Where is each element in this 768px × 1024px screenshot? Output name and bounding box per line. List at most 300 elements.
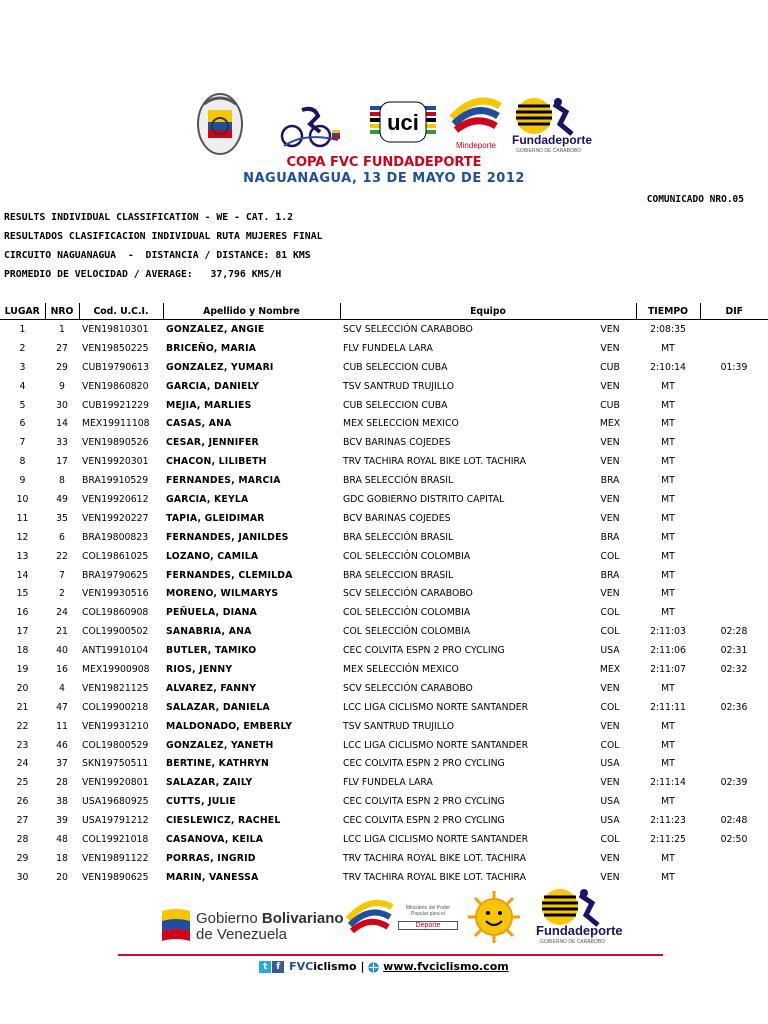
header-team: Equipo xyxy=(340,303,636,320)
cell-time: MT xyxy=(661,512,675,524)
cell-lugar: 12 xyxy=(16,531,29,543)
cell-nro: 35 xyxy=(56,512,68,524)
cell-lugar: 9 xyxy=(19,475,26,487)
cell-team: CEC COLVITA ESPN 2 PRO CYCLING xyxy=(343,796,505,808)
header-lugar: LUGAR xyxy=(0,303,45,320)
cell-uci-code: VEN19850225 xyxy=(82,342,149,354)
table-row xyxy=(0,452,768,471)
cell-country: VEN xyxy=(600,512,620,524)
footer-logos xyxy=(160,885,630,950)
cell-country: VEN xyxy=(600,588,620,600)
cell-uci-code: CUB19790613 xyxy=(82,361,149,373)
cell-lugar: 13 xyxy=(16,550,29,562)
cell-name: GONZALEZ, ANGIE xyxy=(166,323,265,335)
cell-team: FLV FUNDELA LARA xyxy=(343,777,433,789)
cell-uci-code: VEN19890625 xyxy=(82,871,149,883)
table-row xyxy=(0,773,768,792)
table-header-row xyxy=(0,303,768,320)
cell-lugar: 3 xyxy=(19,361,26,373)
event-title: COPA FVC FUNDADEPORTE xyxy=(286,155,482,170)
cell-uci-code: VEN19860820 xyxy=(82,380,149,392)
table-row xyxy=(0,358,768,377)
cell-lugar: 20 xyxy=(16,682,29,694)
info-line: RESULTS INDIVIDUAL CLASSIFICATION - WE - CAT. 1.2 xyxy=(4,212,294,223)
cell-dif xyxy=(700,547,768,566)
cell-country: BRA xyxy=(600,569,620,581)
table-row xyxy=(0,320,768,339)
mindeporte-footer-logo xyxy=(344,893,396,949)
cell-uci-code: MEX19911108 xyxy=(82,418,150,430)
header-nro: NRO xyxy=(45,303,79,320)
cell-name: MEJIA, MARLIES xyxy=(166,399,252,411)
cell-name: CUTTS, JULIE xyxy=(166,796,236,808)
header-dif: DIF xyxy=(700,303,768,320)
cell-nro: 7 xyxy=(59,569,65,581)
cell-lugar: 7 xyxy=(19,437,26,449)
cell-name: ALVAREZ, FANNY xyxy=(166,682,257,694)
cell-team: CEC COLVITA ESPN 2 PRO CYCLING xyxy=(343,645,505,657)
cell-country: CUB xyxy=(600,361,620,373)
cell-team: TRV TACHIRA ROYAL BIKE LOT. TACHIRA xyxy=(343,456,526,468)
cell-lugar: 18 xyxy=(16,645,29,657)
fvc-shield-logo xyxy=(196,90,244,156)
cell-lugar: 25 xyxy=(16,777,29,789)
cell-nro: 24 xyxy=(56,607,68,619)
cell-time: MT xyxy=(661,380,675,392)
cell-team: MEX SELECCION MEXICO xyxy=(343,418,459,430)
svg-text:GOBIERNO DE CARABOBO: GOBIERNO DE CARABOBO xyxy=(540,939,606,945)
cell-team: MEX SELECCIÓN MEXICO xyxy=(343,663,459,675)
svg-text:Mindeporte: Mindeporte xyxy=(455,141,497,150)
table-row xyxy=(0,660,768,679)
cell-uci-code: VEN19920801 xyxy=(82,777,149,789)
cell-time: MT xyxy=(661,569,675,581)
cell-uci-code: CUB19921229 xyxy=(82,399,149,411)
cell-country: VEN xyxy=(600,456,620,468)
cell-country: VEN xyxy=(600,777,620,789)
header-name: Apellido y Nombre xyxy=(163,303,340,320)
cell-country: COL xyxy=(600,626,620,638)
table-row xyxy=(0,811,768,830)
svg-text:Fundadeporte: Fundadeporte xyxy=(512,133,592,147)
cell-nro: 4 xyxy=(59,682,65,694)
cell-country: VEN xyxy=(600,323,620,335)
cell-country: CUB xyxy=(600,399,620,411)
cell-lugar: 1 xyxy=(19,323,26,335)
cell-uci-code: USA19680925 xyxy=(82,796,149,808)
cell-name: MALDONADO, EMBERLY xyxy=(166,720,293,732)
table-row xyxy=(0,679,768,698)
cell-team: CUB SELECCION CUBA xyxy=(343,361,448,373)
cell-nro: 2 xyxy=(59,588,65,600)
cell-dif xyxy=(700,509,768,528)
cell-team: COL SELECCIÓN COLOMBIA xyxy=(343,550,471,562)
table-row xyxy=(0,792,768,811)
facebook-icon[interactable]: f xyxy=(272,961,284,973)
cell-country: VEN xyxy=(600,342,620,354)
cell-dif: 02:36 xyxy=(720,701,748,713)
cell-team: TRV TACHIRA ROYAL BIKE LOT. TACHIRA xyxy=(343,871,526,883)
cell-country: COL xyxy=(600,607,620,619)
cell-time: MT xyxy=(661,456,675,468)
table-row xyxy=(0,566,768,585)
cell-country: VEN xyxy=(600,720,620,732)
cell-time: MT xyxy=(661,531,675,543)
table-row xyxy=(0,717,768,736)
header-time: TIEMPO xyxy=(636,303,700,320)
cell-lugar: 15 xyxy=(16,588,29,600)
cell-dif xyxy=(700,792,768,811)
cell-team: LCC LIGA CICLISMO NORTE SANTANDER xyxy=(343,833,529,845)
cell-nro: 30 xyxy=(56,399,68,411)
cell-dif: 02:50 xyxy=(720,833,748,845)
cell-lugar: 21 xyxy=(16,701,29,713)
table-row xyxy=(0,622,768,641)
cell-name: GONZALEZ, YANETH xyxy=(166,739,274,751)
results-table xyxy=(0,303,768,887)
cell-nro: 6 xyxy=(59,531,65,543)
cell-dif xyxy=(700,736,768,755)
cell-team: BRA SELECCIÓN BRASIL xyxy=(343,531,454,543)
cell-dif: 02:48 xyxy=(720,815,748,827)
cell-country: USA xyxy=(600,815,620,827)
cell-dif xyxy=(700,396,768,415)
table-row xyxy=(0,584,768,603)
cell-lugar: 4 xyxy=(19,380,26,392)
table-row xyxy=(0,509,768,528)
sun-mascot-logo xyxy=(466,889,522,945)
table-row xyxy=(0,754,768,773)
cell-country: USA xyxy=(600,758,620,770)
cell-name: PEÑUELA, DIANA xyxy=(166,607,258,619)
cell-uci-code: BRA19910529 xyxy=(82,475,149,487)
cell-lugar: 27 xyxy=(16,815,29,827)
cell-nro: 33 xyxy=(56,437,68,449)
header-logos xyxy=(196,88,616,158)
cell-dif xyxy=(700,471,768,490)
cell-name: LOZANO, CAMILA xyxy=(166,550,259,562)
cell-uci-code: COL19900502 xyxy=(82,626,149,638)
cell-dif: 02:32 xyxy=(720,663,748,675)
cell-nro: 8 xyxy=(59,475,65,487)
cell-dif xyxy=(700,717,768,736)
cell-nro: 22 xyxy=(56,550,68,562)
cell-country: USA xyxy=(600,645,620,657)
cell-lugar: 6 xyxy=(19,418,26,430)
cell-name: BUTLER, TAMIKO xyxy=(166,645,257,657)
cell-time: MT xyxy=(661,796,675,808)
cell-country: BRA xyxy=(600,475,620,487)
header-uci-code: Cod. U.C.I. xyxy=(79,303,163,320)
cell-uci-code: COL19861025 xyxy=(82,550,149,562)
cell-lugar: 29 xyxy=(16,852,29,864)
cell-time: 2:08:35 xyxy=(650,323,686,335)
cell-lugar: 22 xyxy=(16,720,29,732)
cell-time: MT xyxy=(661,399,675,411)
svg-text:Fundadeporte: Fundadeporte xyxy=(536,923,623,938)
cell-lugar: 10 xyxy=(16,493,29,505)
cell-uci-code: ANT19910104 xyxy=(82,645,149,657)
cell-team: FLV FUNDELA LARA xyxy=(343,342,433,354)
cell-team: COL SELECCIÓN COLOMBIA xyxy=(343,607,471,619)
cell-country: VEN xyxy=(600,852,620,864)
cell-team: BRA SELECCIÓN BRASIL xyxy=(343,475,454,487)
cell-dif: 02:31 xyxy=(720,645,748,657)
cell-name: SALAZAR, DANIELA xyxy=(166,701,270,713)
cell-name: CASAS, ANA xyxy=(166,418,232,430)
cell-name: FERNANDES, MARCIA xyxy=(166,475,281,487)
cell-dif xyxy=(700,452,768,471)
cell-country: VEN xyxy=(600,437,620,449)
cell-time: MT xyxy=(661,475,675,487)
cell-team: CEC COLVITA ESPN 2 PRO CYCLING xyxy=(343,815,505,827)
cell-country: USA xyxy=(600,796,620,808)
website-link[interactable]: www.fvciclismo.com xyxy=(383,960,509,973)
cell-uci-code: BRA19800823 xyxy=(82,531,149,543)
cell-uci-code: MEX19900908 xyxy=(82,663,150,675)
cell-dif xyxy=(700,868,768,887)
table-row xyxy=(0,736,768,755)
event-location-date: NAGUANAGUA, 13 DE MAYO DE 2012 xyxy=(243,171,525,186)
cell-team: GDC GOBIERNO DISTRITO CAPITAL xyxy=(343,493,505,505)
table-row xyxy=(0,528,768,547)
cell-country: VEN xyxy=(600,493,620,505)
cell-name: SALAZAR, ZAILY xyxy=(166,777,253,789)
table-row xyxy=(0,849,768,868)
cell-nro: 21 xyxy=(56,626,68,638)
table-row xyxy=(0,377,768,396)
cell-name: GARCIA, DANIELY xyxy=(166,380,260,392)
cell-nro: 9 xyxy=(59,380,65,392)
svg-text:GOBIERNO DE CARABOBO: GOBIERNO DE CARABOBO xyxy=(516,148,582,154)
cell-dif xyxy=(700,433,768,452)
cell-nro: 17 xyxy=(56,456,68,468)
venezuela-flag-icon xyxy=(160,907,192,941)
cell-nro: 1 xyxy=(59,323,65,335)
cell-time: 2:11:23 xyxy=(650,815,686,827)
cell-dif xyxy=(700,528,768,547)
cell-dif: 02:39 xyxy=(720,777,748,789)
table-row xyxy=(0,830,768,849)
cell-name: PORRAS, INGRID xyxy=(166,852,256,864)
cell-time: 2:11:11 xyxy=(650,701,686,713)
cell-time: 2:11:14 xyxy=(650,777,686,789)
info-line: RESULTADOS CLASIFICACION INDIVIDUAL RUTA MUJERES FINAL xyxy=(4,231,323,242)
cell-time: MT xyxy=(661,739,675,751)
cell-team: SCV SELECCIÓN CARABOBO xyxy=(343,323,473,335)
cell-dif xyxy=(700,339,768,358)
cell-team: SCV SELECCIÓN CARABOBO xyxy=(343,588,473,600)
cell-time: 2:10:14 xyxy=(650,361,686,373)
cell-lugar: 17 xyxy=(16,626,29,638)
globe-icon xyxy=(368,962,379,973)
cell-uci-code: BRA19790625 xyxy=(82,569,149,581)
cell-uci-code: VEN19920301 xyxy=(82,456,149,468)
cell-name: CASANOVA, KEILA xyxy=(166,833,264,845)
cell-uci-code: VEN19890526 xyxy=(82,437,149,449)
cell-nro: 40 xyxy=(56,645,68,657)
cell-team: LCC LIGA CICLISMO NORTE SANTANDER xyxy=(343,739,529,751)
cell-uci-code: VEN19920227 xyxy=(82,512,149,524)
cell-uci-code: COL19800529 xyxy=(82,739,149,751)
cell-dif xyxy=(700,849,768,868)
cell-time: MT xyxy=(661,720,675,732)
cell-country: VEN xyxy=(600,871,620,883)
cell-nro: 39 xyxy=(56,815,68,827)
table-body xyxy=(0,320,768,887)
cell-country: VEN xyxy=(600,682,620,694)
cell-dif xyxy=(700,490,768,509)
cell-dif xyxy=(700,754,768,773)
cell-nro: 14 xyxy=(56,418,68,430)
cell-time: 2:11:25 xyxy=(650,833,686,845)
cell-lugar: 26 xyxy=(16,796,29,808)
cell-time: MT xyxy=(661,871,675,883)
cell-nro: 46 xyxy=(56,739,68,751)
cell-dif xyxy=(700,679,768,698)
cell-time: MT xyxy=(661,493,675,505)
cell-country: BRA xyxy=(600,531,620,543)
cell-nro: 27 xyxy=(56,342,68,354)
table-row xyxy=(0,414,768,433)
cell-time: MT xyxy=(661,758,675,770)
cell-uci-code: COL19860908 xyxy=(82,607,149,619)
cell-lugar: 19 xyxy=(16,663,29,675)
cell-time: MT xyxy=(661,588,675,600)
cell-uci-code: VEN19931210 xyxy=(82,720,149,732)
cell-team: CEC COLVITA ESPN 2 PRO CYCLING xyxy=(343,758,505,770)
cell-team: TSV SANTRUD TRUJILLO xyxy=(343,380,455,392)
cell-dif xyxy=(700,584,768,603)
cell-time: 2:11:06 xyxy=(650,645,686,657)
cell-dif: 02:28 xyxy=(720,626,748,638)
cell-nro: 47 xyxy=(56,701,68,713)
cyclist-logo xyxy=(274,102,344,150)
cell-dif xyxy=(700,414,768,433)
cell-dif xyxy=(700,566,768,585)
cell-name: BRICEÑO, MARIA xyxy=(166,342,257,354)
cell-time: MT xyxy=(661,852,675,864)
cell-time: 2:11:07 xyxy=(650,663,686,675)
cell-team: SCV SELECCIÓN CARABOBO xyxy=(343,682,473,694)
cell-team: COL SELECCIÓN COLOMBIA xyxy=(343,626,471,638)
cell-uci-code: VEN19930516 xyxy=(82,588,149,600)
cell-nro: 18 xyxy=(56,852,68,864)
comunicado-number: COMUNICADO NRO.05 xyxy=(646,194,744,205)
cell-name: GONZALEZ, YUMARI xyxy=(166,361,274,373)
cell-name: FERNANDES, JANILDES xyxy=(166,531,289,543)
twitter-icon[interactable]: t xyxy=(259,961,271,973)
cell-country: COL xyxy=(600,701,620,713)
cell-lugar: 14 xyxy=(16,569,29,581)
cell-lugar: 30 xyxy=(16,871,29,883)
cell-name: TAPIA, GLEIDIMAR xyxy=(166,512,265,524)
cell-nro: 37 xyxy=(56,758,68,770)
cell-lugar: 11 xyxy=(16,512,29,524)
cell-nro: 20 xyxy=(56,871,68,883)
table-row xyxy=(0,396,768,415)
table-row xyxy=(0,641,768,660)
uci-logo xyxy=(366,100,440,148)
footer-links xyxy=(0,960,768,973)
cell-country: MEX xyxy=(599,418,621,430)
cell-time: MT xyxy=(661,437,675,449)
cell-team: BCV BARINAS COJEDES xyxy=(343,437,451,449)
ministerio-deporte-logo: Ministerio del Poder Popular para el Deporte xyxy=(398,905,458,930)
table-row xyxy=(0,433,768,452)
cell-lugar: 24 xyxy=(16,758,29,770)
fvciclismo-handle[interactable]: FVCiclismo xyxy=(289,960,357,973)
cell-time: MT xyxy=(661,418,675,430)
cell-lugar: 23 xyxy=(16,739,29,751)
table-row xyxy=(0,698,768,717)
cell-name: MORENO, WILMARYS xyxy=(166,588,279,600)
cell-name: CESAR, JENNIFER xyxy=(166,437,259,449)
table-row xyxy=(0,603,768,622)
cell-lugar: 5 xyxy=(19,399,26,411)
cell-dif xyxy=(700,603,768,622)
cell-time: MT xyxy=(661,607,675,619)
table-row xyxy=(0,339,768,358)
cell-nro: 38 xyxy=(56,796,68,808)
gobierno-bolivariano-logo: Gobierno Bolivariano de Venezuela xyxy=(196,910,344,943)
table-row xyxy=(0,547,768,566)
footer-divider xyxy=(118,954,663,956)
cell-country: COL xyxy=(600,550,620,562)
fundadeporte-footer-logo xyxy=(532,885,630,947)
cell-lugar: 8 xyxy=(19,456,26,468)
cell-nro: 49 xyxy=(56,493,68,505)
cell-name: BERTINE, KATHRYN xyxy=(166,758,270,770)
cell-team: TRV TACHIRA ROYAL BIKE LOT. TACHIRA xyxy=(343,852,526,864)
svg-text:uci: uci xyxy=(387,110,419,135)
cell-name: MARIN, VANESSA xyxy=(166,871,259,883)
cell-nro: 29 xyxy=(56,361,68,373)
cell-uci-code: SKN19750511 xyxy=(82,758,149,770)
cell-name: GARCIA, KEYLA xyxy=(166,493,249,505)
cell-dif xyxy=(700,320,768,339)
cell-dif xyxy=(700,377,768,396)
cell-name: CHACON, LILIBETH xyxy=(166,456,267,468)
cell-nro: 28 xyxy=(56,777,68,789)
cell-name: FERNANDES, CLEMILDA xyxy=(166,569,293,581)
cell-time: MT xyxy=(661,342,675,354)
cell-name: RIOS, JENNY xyxy=(166,663,233,675)
cell-team: CUB SELECCION CUBA xyxy=(343,399,448,411)
cell-team: TSV SANTRUD TRUJILLO xyxy=(343,720,455,732)
cell-time: MT xyxy=(661,682,675,694)
cell-country: VEN xyxy=(600,380,620,392)
cell-lugar: 2 xyxy=(19,342,26,354)
cell-country: COL xyxy=(600,833,620,845)
cell-name: SANABRIA, ANA xyxy=(166,626,252,638)
info-line: CIRCUITO NAGUANAGUA - DISTANCIA / DISTANCE: 81 KMS xyxy=(4,250,311,261)
separator: | xyxy=(360,960,365,973)
cell-uci-code: COL19921018 xyxy=(82,833,149,845)
cell-team: LCC LIGA CICLISMO NORTE SANTANDER xyxy=(343,701,529,713)
cell-country: MEX xyxy=(599,663,621,675)
cell-uci-code: USA19791212 xyxy=(82,815,149,827)
mindeporte-logo xyxy=(446,88,506,154)
cell-time: MT xyxy=(661,550,675,562)
fundadeporte-logo xyxy=(510,94,600,154)
cell-nro: 48 xyxy=(56,833,68,845)
cell-uci-code: VEN19810301 xyxy=(82,323,149,335)
cell-name: CIESLEWICZ, RACHEL xyxy=(166,815,281,827)
table-row xyxy=(0,868,768,887)
cell-lugar: 16 xyxy=(16,607,29,619)
info-line: PROMEDIO DE VELOCIDAD / AVERAGE: 37,796 KMS/H xyxy=(4,269,282,280)
